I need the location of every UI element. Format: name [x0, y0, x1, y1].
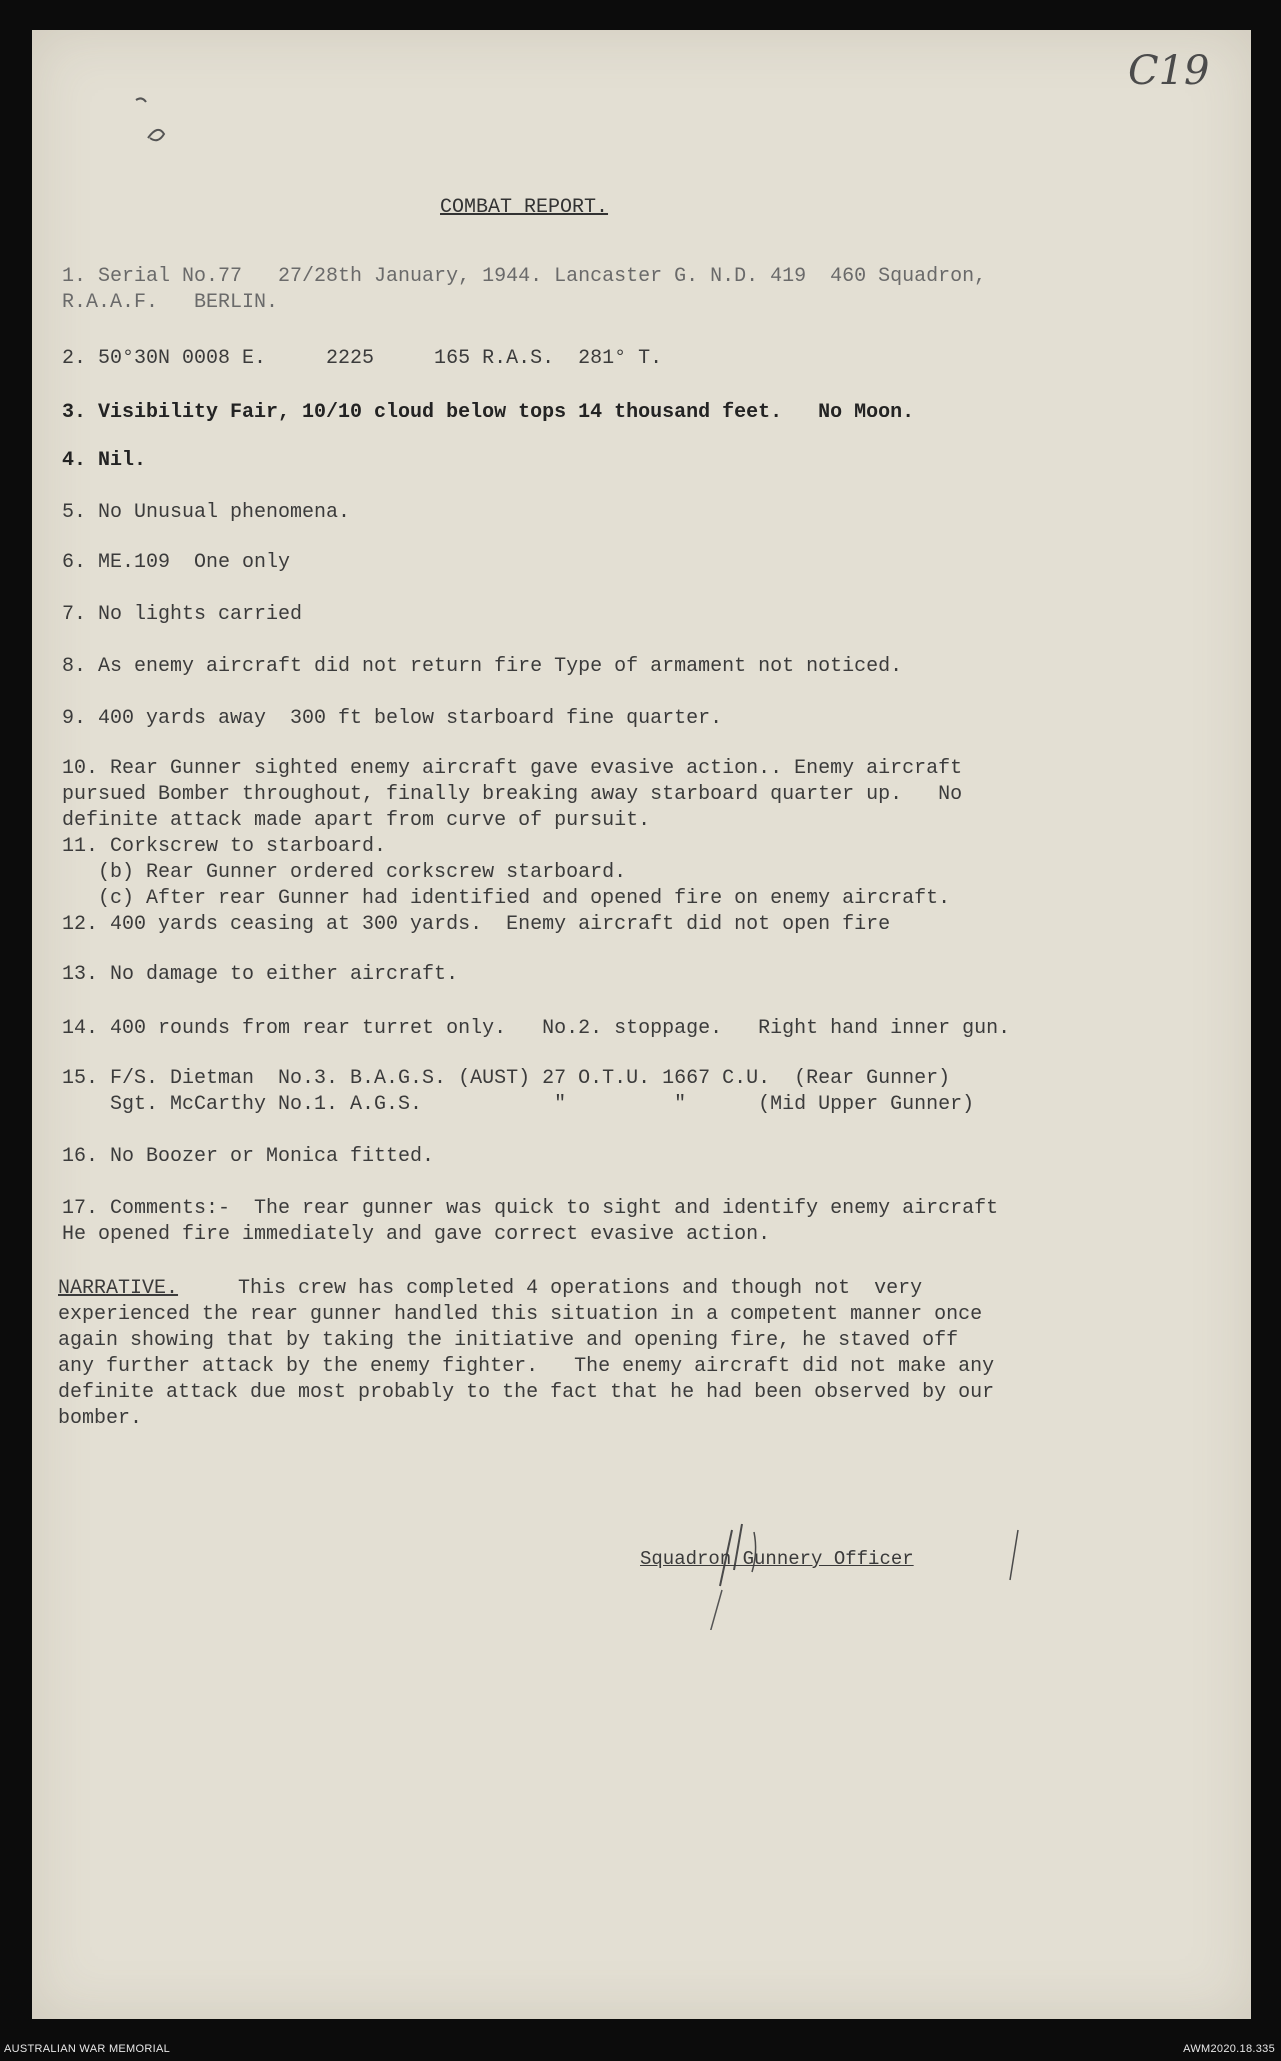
item-15-line-1: 15. F/S. Dietman No.3. B.A.G.S. (AUST) 27 O.T.U. 1667 C.U. (Rear Gunner) [62, 1067, 951, 1090]
item-15-line-2: Sgt. McCarthy No.1. A.G.S. " " (Mid Upper Gunner) [62, 1093, 975, 1116]
footer-archive-name: AUSTRALIAN WAR MEMORIAL [4, 2043, 171, 2055]
item-12: 12. 400 yards ceasing at 300 yards. Enemy aircraft did not open fire [62, 913, 891, 936]
narrative-line-1 [58, 1276, 922, 1302]
item-10-line-3: definite attack made apart from curve of pursuit. [62, 809, 651, 832]
item-5: 5. No Unusual phenomena. [62, 501, 351, 524]
item-3: 3. Visibility Fair, 10/10 cloud below tops 14 thousand feet. No Moon. [62, 401, 915, 424]
item-17-line-1: 17. Comments:- The rear gunner was quick to sight and identify enemy aircraft [62, 1197, 999, 1220]
narrative-heading: NARRATIVE. [58, 1277, 179, 1300]
item-11-line-3: (c) After rear Gunner had identified and opened fire on enemy aircraft. [62, 887, 951, 910]
narrative-line-4: any further attack by the enemy fighter. The enemy aircraft did not make any [58, 1355, 995, 1378]
item-6: 6. ME.109 One only [62, 551, 291, 574]
item-4: 4. Nil. [62, 449, 147, 472]
item-1-line-1: 1. Serial No.77 27/28th January, 1944. Lancaster G. N.D. 419 460 Squadron, [62, 265, 987, 288]
item-7: 7. No lights carried [62, 603, 303, 626]
item-11-line-1: 11. Corkscrew to starboard. [62, 835, 387, 858]
narrative-line-1-text: This crew has completed 4 operations and though not very [178, 1277, 923, 1300]
footer-accession-number: AWM2020.18.335 [1183, 2043, 1275, 2055]
item-8: 8. As enemy aircraft did not return fire Type of armament not noticed. [62, 655, 903, 678]
item-17-line-2: He opened fire immediately and gave correct evasive action. [62, 1223, 771, 1246]
item-16: 16. No Boozer or Monica fitted. [62, 1145, 435, 1168]
item-1-line-2: R.A.A.F. BERLIN. [62, 291, 279, 314]
item-14: 14. 400 rounds from rear turret only. No.2. stoppage. Right hand inner gun. [62, 1017, 1011, 1040]
narrative-line-5: definite attack due most probably to the fact that he had been observed by our [58, 1381, 995, 1404]
narrative-line-6: bomber. [58, 1407, 143, 1430]
item-2: 2. 50°30N 0008 E. 2225 165 R.A.S. 281° T. [62, 347, 663, 370]
item-10-line-2: pursued Bomber throughout, finally breaking away starboard quarter up. No [62, 783, 963, 806]
item-9: 9. 400 yards away 300 ft below starboard fine quarter. [62, 707, 723, 730]
item-13: 13. No damage to either aircraft. [62, 963, 459, 986]
narrative-line-2: experienced the rear gunner handled this situation in a competent manner once [58, 1303, 983, 1326]
item-10-line-1: 10. Rear Gunner sighted enemy aircraft gave evasive action.. Enemy aircraft [62, 757, 963, 780]
pen-mark-icon [130, 90, 180, 160]
item-11-line-2: (b) Rear Gunner ordered corkscrew starboard. [62, 861, 627, 884]
page-mark: C19 [1128, 48, 1210, 94]
narrative-line-3: again showing that by taking the initiative and opening fire, he staved off [58, 1329, 959, 1352]
report-title: COMBAT REPORT. [440, 196, 609, 219]
signature-label: Squadron Gunnery Officer [640, 1548, 914, 1570]
